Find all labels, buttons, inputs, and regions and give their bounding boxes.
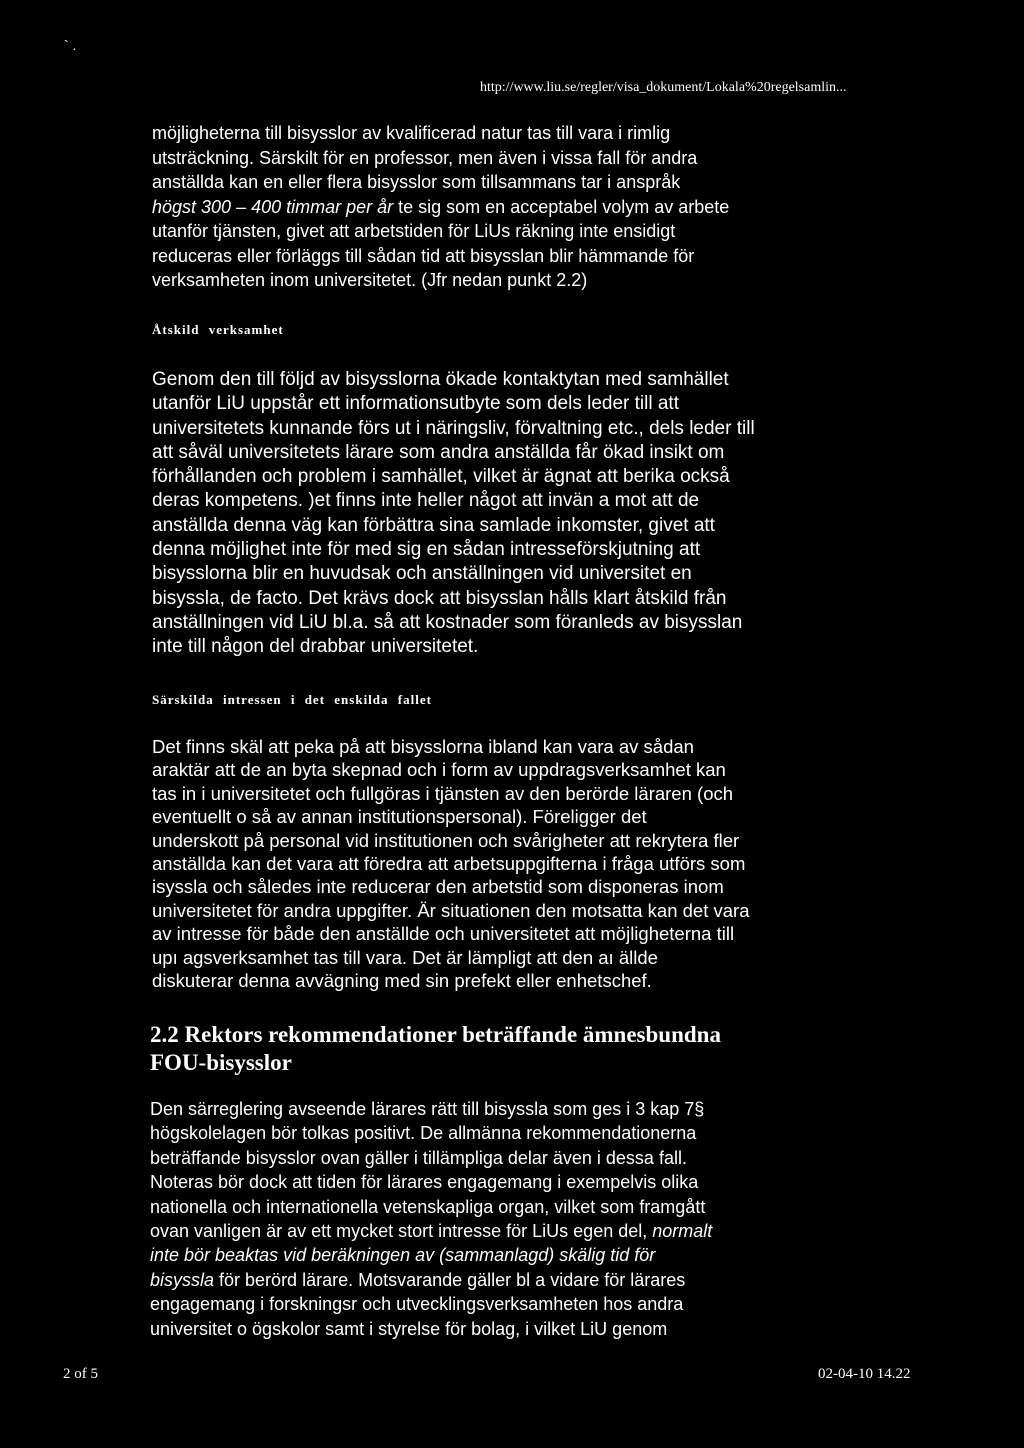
text-line: beträffande bisysslor ovan gäller i tillämpliga delar även i dessa fall. [150, 1147, 687, 1168]
section-heading-sarskilda: Särskilda intressen i det enskilda fallet [152, 692, 432, 707]
text-line: utanför tjänsten, givet att arbetstiden för LiUs räkning inte ensidigt [152, 221, 676, 241]
text-line: högskolelagen bör tolkas positivt. De allmänna rekommendationerna [150, 1123, 697, 1144]
text-line: möjligheterna till bisysslor av kvalificerad natur tas till vara i rimlig [152, 123, 671, 143]
text-line: Noteras bör dock att tiden för lärares engagemang i exempelvis olika [150, 1172, 699, 1193]
text-line: tas in i universitetet och fullgöras i tjänsten av den berörde läraren (och [152, 782, 734, 804]
text-line: reduceras eller förläggs till sådan tid att bisysslan blir hämmande för [152, 245, 695, 266]
text-line: bisyssla, de facto. Det krävs dock att bisysslan hålls klart åtskild från [152, 587, 727, 609]
text-line: underskott på personal vid institutionen och svårigheter att rekrytera fler [152, 829, 740, 851]
text-line [150, 1219, 850, 1243]
page-url: http://www.liu.se/regler/visa_dokument/Lokala%20regelsamlin... [480, 80, 847, 95]
text-line: isyssla och således inte reducerar den arbetstid som disponeras inom [152, 876, 724, 898]
text-line [152, 195, 852, 220]
print-timestamp: 02-04-10 14.22 [818, 1366, 911, 1382]
italic-text: inte bör beaktas vid beräkningen av (sammanlagd) skälig tid för [150, 1245, 656, 1266]
text-line: utanför LiU uppstår ett informationsutbyte som dels leder till att [152, 393, 679, 415]
text-line: inte till någon del drabbar universitetet. [152, 636, 479, 658]
text-line: av intresse för både den anställde och universitetet att möjligheterna till [152, 923, 735, 945]
text-line: eventuellt o så av annan institutionspersonal). Föreligger det [152, 806, 647, 828]
text-line: att såväl universitetets lärare som andra anställda får ökad insikt om [152, 441, 725, 463]
text-line: anställda kan en eller flera bisysslor som tillsammans tar i anspråk [152, 172, 681, 192]
text-line: universitetet för andra uppgifter. Är situationen den motsatta kan det vara [152, 899, 750, 921]
paragraph-atskild [152, 368, 852, 660]
text-line: förhållanden och problem i samhället, vilket är ägnat att berika också [152, 466, 730, 488]
heading-line: FOU-bisysslor [150, 1050, 292, 1075]
text-line: Det finns skäl att peka på att bisysslorna ibland kan vara av sådan [152, 736, 694, 757]
text-line: utsträckning. Särskilt för en professor, men även i vissa fall för andra [152, 147, 698, 168]
text-line: nationella och internationella vetenskapliga organ, vilket som framgått [150, 1196, 706, 1217]
text-line [150, 1243, 850, 1267]
section-heading-atskild: Åtskild verksamhet [152, 322, 284, 337]
section-heading-rektors [150, 1021, 721, 1077]
text-line: anställda denna väg kan förbättra sina samlade inkomster, givet att [152, 514, 715, 536]
text-line: denna möjlighet inte för med sig en sådan intresseförskjutning att [152, 539, 701, 561]
text-line: universitetets kunnande förs ut i näringsliv, förvaltning etc., dels leder till [152, 417, 755, 439]
scan-marks: ` . [64, 37, 77, 53]
italic-text: högst 300 – 400 timmar per år [152, 196, 394, 217]
paragraph-rektors [150, 1097, 850, 1341]
text-line: diskuterar denna avvägning med sin prefekt eller enhetschef. [152, 970, 652, 992]
text-span: ovan vanligen är av ett mycket stort intresse för LiUs egen del, [150, 1221, 648, 1242]
text-line: deras kompetens. )et finns inte heller något att invän a mot att de [152, 490, 700, 512]
text-line: engagemang i forskningsr och utvecklingsverksamheten hos andra [150, 1294, 684, 1315]
text-line: upı agsverksamhet tas till vara. Det är lämpligt att den aı ällde [152, 946, 658, 968]
text-span: te sig som en acceptabel volym av arbete [393, 196, 730, 217]
text-line: universitet o ögskolor samt i styrelse för bolag, i vilket LiU genom [150, 1318, 668, 1339]
text-line: anställda kan det vara att föredra att arbetsuppgifterna i fråga utförs som [152, 853, 746, 875]
italic-text: bisyssla [150, 1269, 215, 1290]
text-line [150, 1268, 850, 1292]
page-number: 2 of 5 [63, 1366, 98, 1382]
text-line: araktär att de an byta skepnad och i form av uppdragsverksamhet kan [152, 759, 726, 781]
heading-line: 2.2 Rektors rekommendationer beträffande ämnesbundna [150, 1022, 721, 1047]
italic-text: normalt [647, 1221, 713, 1242]
paragraph-bisysslor-volume [152, 121, 852, 293]
paragraph-sarskilda [152, 735, 852, 992]
text-line: bisysslorna blir en huvudsak och anställningen vid universitet en [152, 563, 692, 585]
text-line: Den särreglering avseende lärares rätt till bisyssla som ges i 3 kap 7§ [150, 1099, 705, 1119]
text-line: Genom den till följd av bisysslorna ökade kontaktytan med samhället [152, 369, 729, 390]
text-line: anställningen vid LiU bl.a. så att kostnader som föranleds av bisysslan [152, 611, 743, 633]
text-span: för berörd lärare. Motsvarande gäller bl a vidare för lärares [214, 1269, 686, 1290]
text-line: verksamheten inom universitetet. (Jfr nedan punkt 2.2) [152, 270, 588, 290]
